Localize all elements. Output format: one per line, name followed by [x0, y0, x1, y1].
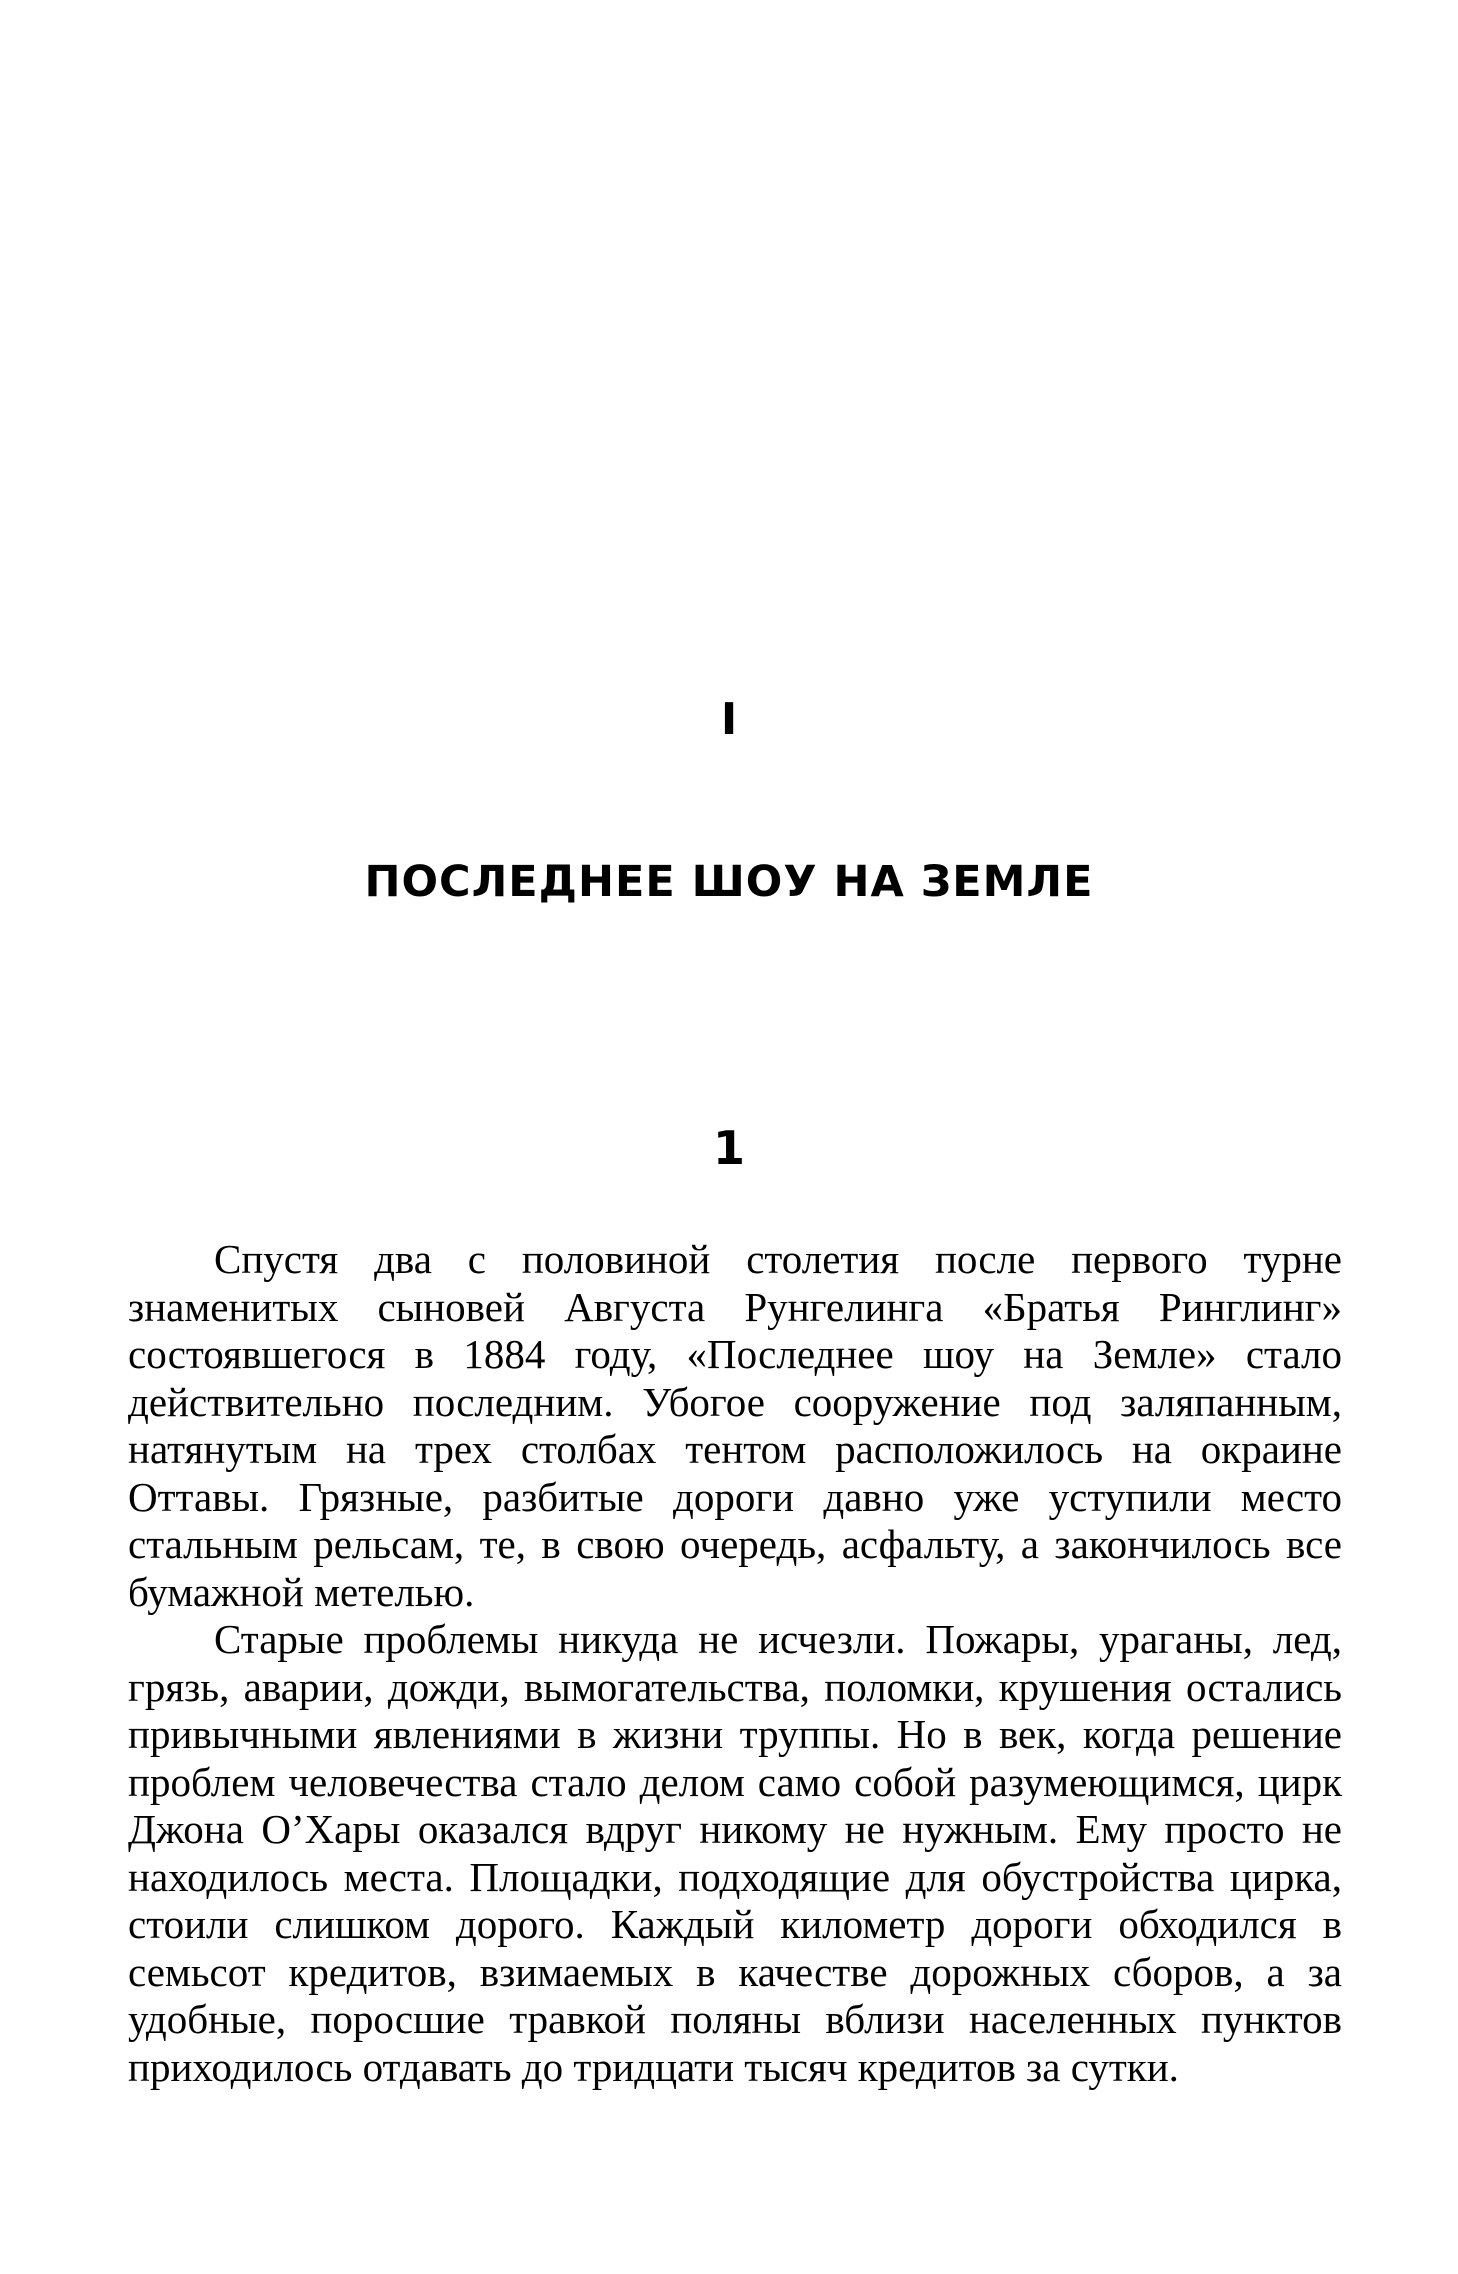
part-title: ПОСЛЕДНЕЕ ШОУ НА ЗЕМЛЕ [364, 857, 1094, 907]
chapter-number: 1 [712, 1121, 745, 1175]
paragraph: Старые проблемы никуда не исчезли. Пожары, ураганы, лед, грязь, аварии, дожди, вымогательства, поломки, крушения остались привычными явлениями в жизни труппы. Но в век, когда решение проблем человечества стало делом само собой разумеющимся, цирк Джона О’Хары оказался вдруг никому не нужным. Ему просто не находилось места. Площадки, подходящие для обустройства цирка, стоили слишком дорого. Каждый километр дороги обходился в семьсот кредитов, взимаемых в качестве дорожных сборов, а за удобные, поросшие травкой поляны вблизи населенных пунктов приходилось отдавать до тридцати тысяч кредитов за сутки. [128, 1616, 1342, 2090]
part-number: I [720, 694, 738, 745]
chapter-body [128, 1236, 1342, 2091]
paragraph: Спустя два с половиной столетия после первого турне знаменитых сыновей Августа Рунгелинга «Братья Ринглинг» состоявшегося в 1884 году, «Последнее шоу на Земле» стало действительно последним. Убогое сооружение под заляпанным, натянутым на трех столбах тентом расположилось на окраине Оттавы. Грязные, разбитые дороги давно уже уступили место стальным рельсам, те, в свою очередь, асфальту, а закончилось все бумажной метелью. [128, 1236, 1342, 1615]
